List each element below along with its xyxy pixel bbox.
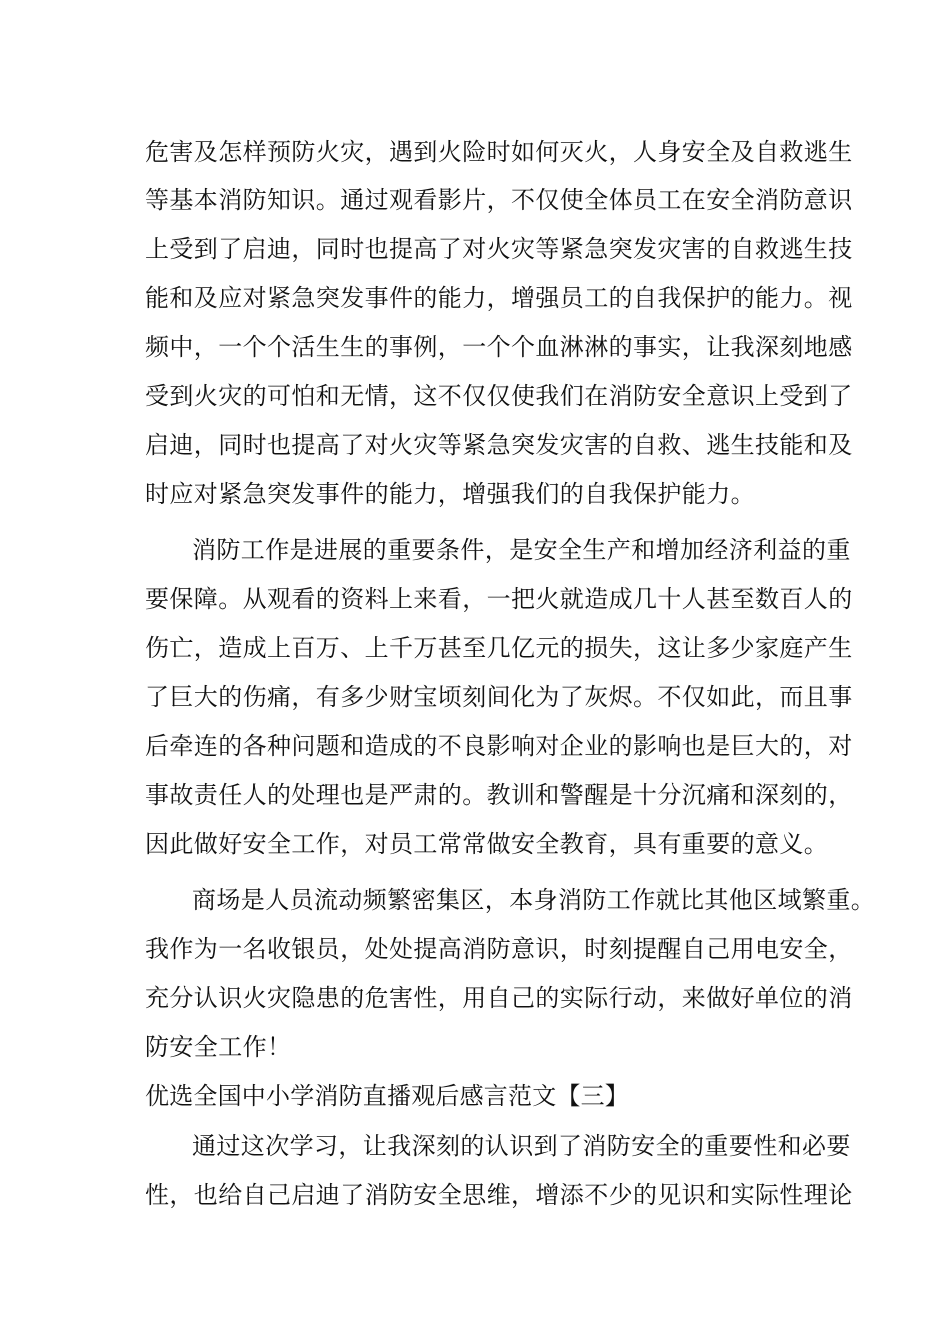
text-line: 防安全工作！ <box>145 1033 292 1061</box>
text-line: 我作为一名收银员，处处提高消防意识，时刻提醒自己用电安全， <box>145 935 853 963</box>
text-line: 伤亡，造成上百万、上千万甚至几亿元的损失，这让多少家庭产生 <box>145 634 853 662</box>
text-line: 时应对紧急突发事件的能力，增强我们的自我保护能力。 <box>145 480 755 508</box>
text-line: 要保障。从观看的资料上来看，一把火就造成几十人甚至数百人的 <box>145 585 853 613</box>
text-line: 受到火灾的可怕和无情，这不仅仅使我们在消防安全意识上受到了 <box>145 382 853 410</box>
text-line: 事故责任人的处理也是严肃的。教训和警醒是十分沉痛和深刻的， <box>145 781 853 809</box>
text-line: 性，也给自己启迪了消防安全思维，增添不少的见识和实际性理论 <box>145 1181 853 1209</box>
text-line: 危害及怎样预防火灾，遇到火险时如何灭火，人身安全及自救逃生 <box>145 138 853 166</box>
paragraph-first-line: 商场是人员流动频繁密集区，本身消防工作就比其他区域繁重。 <box>192 886 876 914</box>
text-line: 充分认识火灾隐患的危害性，用自己的实际行动，来做好单位的消 <box>145 984 853 1012</box>
paragraph-first-line: 消防工作是进展的重要条件，是安全生产和增加经济利益的重 <box>192 536 851 564</box>
text-line: 后牵连的各种问题和造成的不良影响对企业的影响也是巨大的，对 <box>145 732 853 760</box>
text-line: 等基本消防知识。通过观看影片，不仅使全体员工在安全消防意识 <box>145 186 853 214</box>
text-line: 上受到了启迪，同时也提高了对火灾等紧急突发灾害的自救逃生技 <box>145 235 853 263</box>
section-heading: 优选全国中小学消防直播观后感言范文【三】 <box>145 1082 629 1110</box>
paragraph-first-line: 通过这次学习，让我深刻的认识到了消防安全的重要性和必要 <box>192 1132 851 1160</box>
text-line: 启迪，同时也提高了对火灾等紧急突发灾害的自救、逃生技能和及 <box>145 431 853 459</box>
text-line: 频中，一个个活生生的事例，一个个血淋淋的事实，让我深刻地感 <box>145 333 853 361</box>
text-line: 能和及应对紧急突发事件的能力，增强员工的自我保护的能力。视 <box>145 284 853 312</box>
text-line: 因此做好安全工作，对员工常常做安全教育，具有重要的意义。 <box>145 830 829 858</box>
text-line: 了巨大的伤痛，有多少财宝顷刻间化为了灰烬。不仅如此，而且事 <box>145 683 853 711</box>
